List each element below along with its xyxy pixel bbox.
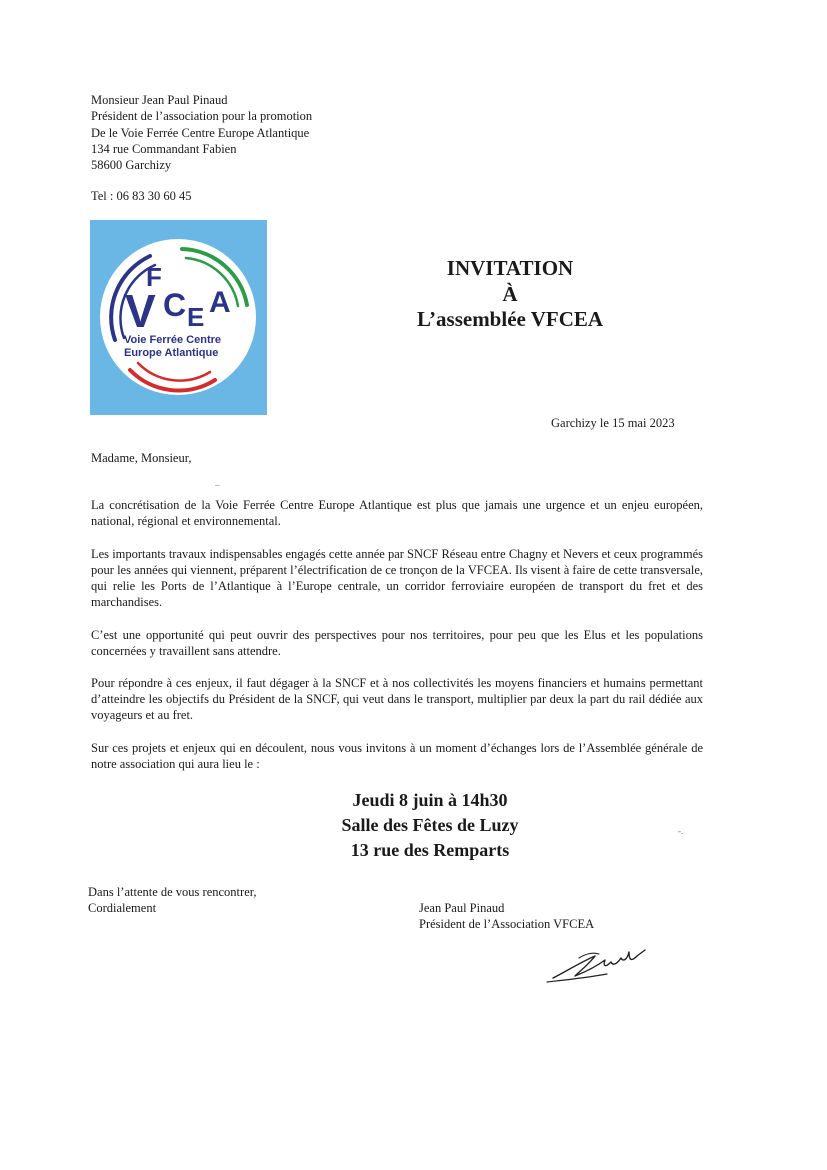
title-assembly: L’assemblée VFCEA bbox=[416, 307, 604, 331]
sender-street: 134 rue Commandant Fabien bbox=[91, 141, 237, 156]
closing-line-2: Cordialement bbox=[88, 901, 157, 915]
logo-letter-f: F bbox=[146, 262, 162, 292]
paragraph-4: Pour répondre à ces enjeux, il faut dégager à la SNCF et à nos collectivités les moyens financiers et humains permettant d’atteindre les objectifs du Président de la SNCF, qui veut dans le transport, multiplier par deux la part du rail dédiée aux voyageurs et au fret. bbox=[91, 676, 703, 722]
logo-tagline-line1: Voie Ferrée Centre bbox=[124, 334, 222, 346]
vfcea-logo-graphic bbox=[90, 220, 267, 415]
sender-phone: Tel : 06 83 30 60 45 bbox=[91, 189, 192, 203]
logo-tagline-line2: Europe Atlantique bbox=[124, 347, 219, 359]
paragraph-3: C’est une opportunité qui peut ouvrir des perspectives pour nos territoires, pour peu que les Elus et les populations concernées y travaillent sans attendre. bbox=[91, 628, 703, 658]
letter-date: Garchizy le 15 mai 2023 bbox=[551, 416, 675, 430]
sender-organisation: De le Voie Ferrée Centre Europe Atlantique bbox=[91, 125, 310, 140]
signature-drawing bbox=[545, 938, 655, 986]
logo-letter-v: V bbox=[125, 285, 156, 337]
event-date-time: Jeudi 8 juin à 14h30 bbox=[352, 790, 508, 810]
paragraph-1: La concrétisation de la Voie Ferrée Centre Europe Atlantique est plus que jamais une urgence et un enjeu européen, national, régional et environnemental. bbox=[91, 498, 703, 528]
scan-speck: -. bbox=[678, 826, 684, 836]
paragraph-2: Les importants travaux indispensables engagés cette année par SNCF Réseau entre Chagny et Nevers et ceux programmés pour les années qui viennent, préparent l’électrification de ce tronçon de la VFCEA. Ils visent à faire de cette transversale, qui relie les Ports de l’Atlantique à l’Europe centrale, un corridor ferroviaire européen de transport du fret et des marchandises. bbox=[91, 547, 703, 609]
sender-address bbox=[91, 92, 312, 173]
closing bbox=[88, 884, 257, 916]
logo-letter-c: C bbox=[163, 287, 187, 323]
sender-city: 58600 Garchizy bbox=[91, 158, 172, 173]
salutation: Madame, Monsieur, bbox=[91, 451, 192, 465]
event-address: 13 rue des Remparts bbox=[350, 840, 510, 860]
event-venue: Salle des Fêtes de Luzy bbox=[341, 815, 519, 835]
signer-name: Jean Paul Pinaud bbox=[419, 901, 505, 915]
title-invitation: INVITATION bbox=[446, 256, 574, 280]
logo-letter-a: A bbox=[209, 286, 231, 319]
sender-name: Monsieur Jean Paul Pinaud bbox=[91, 93, 228, 107]
paragraph-5: Sur ces projets et enjeux qui en découlent, nous vous invitons à un moment d’échanges lors de l’Assemblée générale de notre association qui aura lieu le : bbox=[91, 741, 703, 771]
invitation-title bbox=[360, 256, 660, 333]
vfcea-logo bbox=[90, 220, 267, 415]
event-details bbox=[260, 788, 600, 863]
closing-line-1: Dans l’attente de vous rencontrer, bbox=[88, 885, 257, 899]
logo-letter-e: E bbox=[187, 302, 205, 332]
sender-title: Président de l’association pour la promotion bbox=[91, 109, 313, 124]
signer-role: Président de l’Association VFCEA bbox=[419, 917, 595, 931]
scan-speck: – bbox=[215, 480, 220, 490]
handwritten-signature bbox=[545, 938, 655, 991]
title-a: À bbox=[502, 281, 518, 306]
signer-block bbox=[419, 900, 594, 932]
